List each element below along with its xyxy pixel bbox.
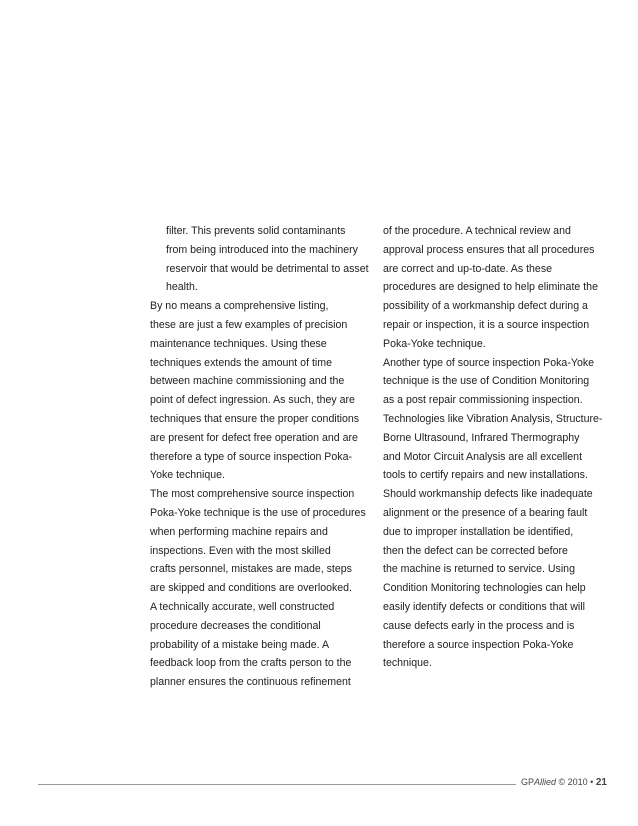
text-line: are present for defect free operation and are (150, 431, 358, 444)
text-line: are correct and up-to-date. As these (383, 262, 553, 275)
text-line: Technologies like Vibration Analysis, Structure- (383, 412, 603, 425)
text-line: Another type of source inspection Poka-Yoke (383, 356, 595, 369)
text-line: procedures are designed to help eliminate the (383, 281, 598, 294)
text-line: Poka-Yoke technique is the use of procedures (150, 506, 366, 519)
text-line: Borne Ultrasound, Infrared Thermography (383, 431, 580, 444)
text-line: therefore a type of source inspection Poka- (150, 450, 352, 463)
text-line: probability of a mistake being made. A (150, 638, 330, 651)
text-line: technique is the use of Condition Monitoring (383, 375, 590, 388)
text-line: as a post repair commissioning inspection. (383, 394, 583, 407)
text-line: techniques that ensure the proper conditions (150, 412, 360, 425)
footer-brand-italic: Allied (534, 777, 557, 787)
text-line: between machine commissioning and the (150, 375, 345, 388)
right-text-column (383, 222, 602, 673)
text-line: possibility of a workmanship defect during a (383, 300, 588, 313)
text-line: technique. (383, 657, 432, 670)
text-line: and Motor Circuit Analysis are all excellent (383, 450, 583, 463)
text-line: due to improper installation be identified, (383, 525, 574, 538)
text-line: filter. This prevents solid contaminants (166, 225, 346, 237)
text-line: tools to certify repairs and new installations. (383, 469, 588, 482)
text-line: are skipped and conditions are overlooked. (150, 582, 353, 595)
text-line: maintenance techniques. Using these (150, 337, 327, 350)
text-line: The most comprehensive source inspection (150, 488, 355, 501)
text-line: Should workmanship defects like inadequate (383, 488, 593, 501)
text-line: these are just a few examples of precision (150, 318, 348, 331)
text-line: inspections. Even with the most skilled (150, 544, 331, 557)
text-line: health. (166, 281, 198, 294)
footer-brand-prefix: GP (521, 777, 535, 787)
text-line: repair or inspection, it is a source inspection (383, 318, 590, 331)
text-line: planner ensures the continuous refinement (150, 676, 351, 689)
text-line: point of defect ingression. As such, they are (150, 394, 355, 407)
text-line: feedback loop from the crafts person to the (150, 657, 352, 670)
footer-copyright: © 2010 • (556, 777, 596, 787)
text-line: A technically accurate, well constructed (150, 600, 335, 613)
text-line: of the procedure. A technical review and (383, 225, 571, 237)
text-line: techniques extends the amount of time (150, 356, 332, 369)
footer-divider (38, 784, 516, 785)
text-line: procedure decreases the conditional (150, 619, 321, 632)
text-line: crafts personnel, mistakes are made, steps (150, 563, 352, 576)
text-line: By no means a comprehensive listing, (150, 300, 329, 313)
text-line: when performing machine repairs and (150, 525, 328, 538)
text-line: the machine is returned to service. Using (383, 563, 575, 576)
page-number: 21 (595, 777, 607, 788)
text-line: from being introduced into the machinery (166, 243, 358, 256)
text-line: alignment or the presence of a bearing fault (383, 506, 588, 519)
text-line: approval process ensures that all procedures (383, 243, 595, 256)
text-line: reservoir that would be detrimental to asset (166, 262, 369, 275)
page-footer (521, 777, 607, 788)
text-line: Poka-Yoke technique. (383, 337, 486, 350)
text-line: therefore a source inspection Poka-Yoke (383, 638, 574, 651)
text-line: Condition Monitoring technologies can help (383, 582, 586, 595)
text-line: then the defect can be corrected before (383, 544, 568, 557)
left-text-column (150, 222, 369, 692)
text-line: Yoke technique. (150, 469, 226, 482)
text-line: cause defects early in the process and is (383, 619, 575, 632)
text-line: easily identify defects or conditions that will (383, 600, 585, 613)
